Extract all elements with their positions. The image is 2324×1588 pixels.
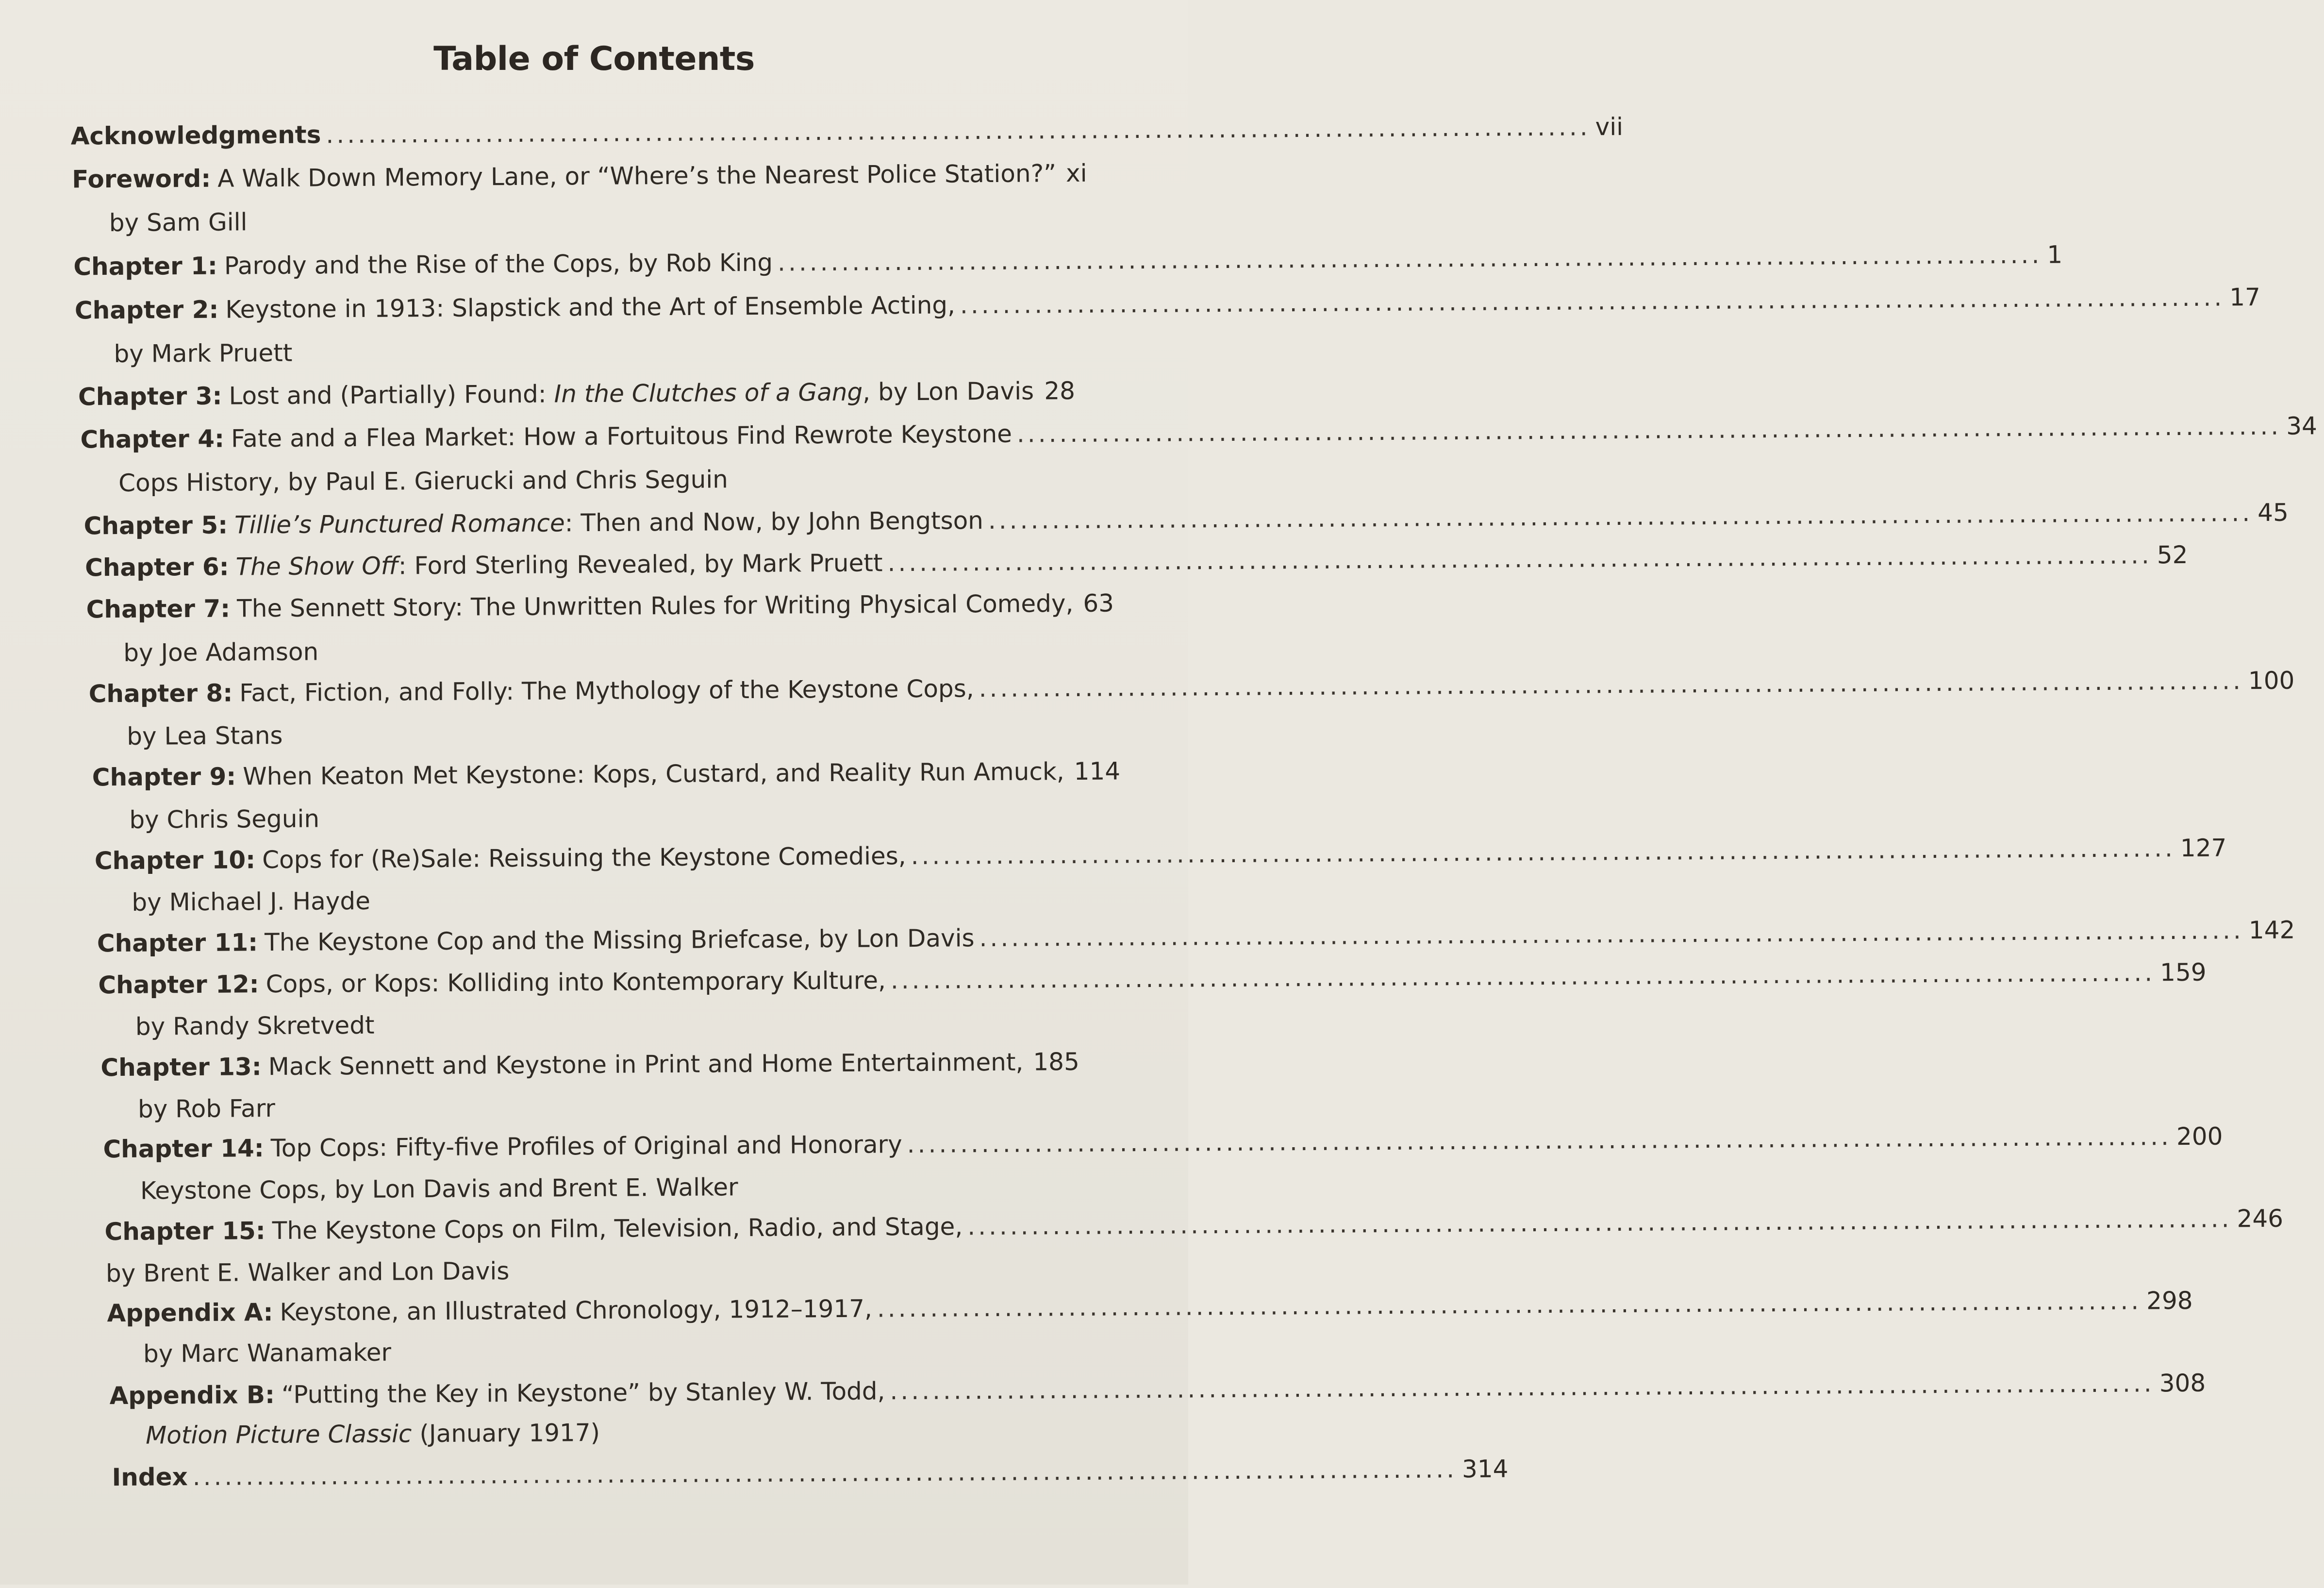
entry-continuation: by Michael J. Hayde [132, 883, 370, 920]
entry-label: Chapter 11: [97, 924, 258, 961]
dot-leader: ....................................................................................................................... [193, 1451, 1458, 1495]
page-title: Table of Contents [0, 40, 1188, 78]
entry-continuation: by Rob Farr [138, 1090, 275, 1127]
toc-entry-index [112, 1454, 1071, 1495]
dot-leader: ....................................................................................................................... [911, 830, 2175, 874]
entry-label: Index [112, 1459, 188, 1495]
dot-leader: ....................................................................................................................... [891, 954, 2156, 998]
toc-entry-chapter-4 [80, 416, 1075, 458]
entry-title: Mack Sennett and Keystone in Print and Home Entertainment, [268, 1044, 1024, 1085]
entry-continuation: by Sam Gill [109, 204, 248, 241]
entry-continuation: Motion Picture Classic (January 1917) [146, 1415, 600, 1454]
toc-entry-chapter-9 [92, 753, 1074, 795]
dot-leader: ....................................................................................................................... [907, 1119, 2172, 1162]
dot-leader: ....................................................................................................................... [967, 1201, 2232, 1244]
entry-continuation: Cops History, by Paul E. Gierucki and Chris Seguin [118, 461, 728, 501]
entry-page-number: 45 [2258, 495, 2289, 531]
entry-title: Lost and (Partially) Found: In the Clutches of a Gang, by Lon Davis [229, 373, 1034, 414]
toc-entry-chapter-13 [100, 1044, 1070, 1086]
entry-page-number: xi [1066, 155, 1087, 191]
entry-page-number: 100 [2248, 663, 2295, 699]
entry-label: Chapter 1: [73, 248, 217, 285]
entry-page-number: 142 [2249, 912, 2295, 949]
toc-entry-chapter-7 [86, 585, 1074, 627]
entry-title: Keystone in 1913: Slapstick and the Art of Ensemble Acting, [225, 287, 955, 327]
dot-leader: ....................................................................................................................... [890, 1365, 2155, 1409]
entry-page-number: 63 [1083, 585, 1114, 621]
entry-title: Top Cops: Fifty-five Profiles of Original and Honorary [271, 1126, 902, 1166]
entry-page-number: 246 [2237, 1201, 2283, 1237]
entry-title: “Putting the Key in Keystone” by Stanley W. Todd, [282, 1373, 885, 1413]
entry-page-number: 314 [1462, 1451, 1509, 1488]
entry-page-number: 298 [2146, 1283, 2193, 1319]
entry-label: Chapter 7: [86, 591, 230, 628]
entry-page-number: 308 [2159, 1365, 2206, 1402]
toc-entry-chapter-12 [98, 961, 1071, 1003]
entry-title: The Sennett Story: The Unwritten Rules for Writing Physical Comedy, [237, 585, 1074, 627]
entry-continuation: by Mark Pruett [114, 335, 292, 372]
entry-continuation: by Chris Seguin [129, 801, 319, 837]
entry-label: Chapter 12: [98, 966, 259, 1003]
toc-entry-appendix-a [107, 1289, 1071, 1331]
dot-leader: ....................................................................................................................... [326, 109, 1591, 152]
entry-label: Chapter 10: [95, 842, 256, 879]
entry-label: Chapter 15: [104, 1213, 266, 1250]
entry-label: Chapter 2: [75, 292, 219, 329]
entry-title: Tillie’s Punctured Romance: Then and Now, by John Bengtson [234, 502, 983, 543]
entry-title: A Walk Down Memory Lane, or “Where’s the Nearest Police Station?” [217, 155, 1056, 197]
entry-label: Chapter 8: [89, 675, 233, 712]
toc-entry-foreword [72, 155, 1075, 198]
entry-label: Chapter 5: [83, 507, 228, 544]
entry-label: Appendix A: [107, 1294, 273, 1331]
entry-title: Cops, or Kops: Kolliding into Kontemporary Kulture, [266, 962, 886, 1002]
entry-continuation: Keystone Cops, by Lon Davis and Brent E. Walker [140, 1169, 738, 1209]
entry-page-number: 114 [1074, 753, 1120, 789]
entry-label: Chapter 13: [100, 1049, 262, 1086]
entry-title: The Keystone Cop and the Missing Briefcase, by Lon Davis [265, 920, 975, 960]
entry-page-number: 34 [2286, 408, 2317, 444]
dot-leader: ....................................................................................................................... [960, 279, 2225, 323]
entry-page-number: 1 [2047, 237, 2062, 273]
dot-leader [1039, 373, 1040, 409]
entry-label: Chapter 4: [80, 421, 224, 458]
entry-label: Chapter 14: [103, 1130, 264, 1167]
entry-title: The Show Off: Ford Sterling Revealed, by Mark Pruett [235, 545, 882, 585]
entry-continuation: by Randy Skretvedt [135, 1007, 375, 1045]
entry-continuation: by Joe Adamson [123, 634, 318, 670]
toc-entry-acknowledgments [71, 112, 1074, 154]
entry-label: Chapter 9: [92, 759, 236, 796]
entry-page-number: 52 [2157, 537, 2188, 573]
dot-leader: ....................................................................................................................... [887, 537, 2152, 581]
dot-leader: ....................................................................................................................... [979, 663, 2243, 706]
entry-continuation: by Brent E. Walker and Lon Davis [106, 1253, 510, 1291]
toc-entry-chapter-11 [97, 919, 1072, 961]
entry-page-number: 28 [1044, 373, 1075, 409]
toc-entry-chapter-15 [104, 1208, 1070, 1250]
toc-entry-chapter-6 [85, 544, 1075, 585]
entry-continuation: by Lea Stans [127, 718, 283, 754]
entry-page-number: 127 [2180, 830, 2227, 866]
dot-leader: ....................................................................................................................... [778, 237, 2042, 281]
entry-label: Appendix B: [109, 1377, 275, 1414]
entry-title: The Keystone Cops on Film, Television, Radio, and Stage, [272, 1208, 963, 1249]
entry-title: Parody and the Rise of the Cops, by Rob King [224, 245, 773, 284]
entry-page-number: vii [1595, 109, 1623, 145]
entry-page-number: 185 [1033, 1044, 1079, 1080]
dot-leader: ....................................................................................................................... [988, 495, 2253, 538]
toc-entry-appendix-b [109, 1372, 1070, 1414]
toc-entry-chapter-2 [75, 286, 1076, 329]
entry-label: Acknowledgments [71, 117, 321, 154]
entry-label: Chapter 3: [78, 378, 222, 415]
toc-entry-chapter-10 [95, 837, 1072, 879]
entry-title: Fate and a Flea Market: How a Fortuitous Find Rewrote Keystone [231, 416, 1012, 457]
toc-entry-chapter-3 [78, 373, 1075, 415]
dot-leader: ....................................................................................................................... [979, 912, 2244, 956]
dot-leader: ....................................................................................................................... [1017, 408, 2282, 452]
entry-continuation: by Marc Wanamaker [143, 1335, 391, 1372]
entry-page-number: 200 [2176, 1119, 2223, 1155]
entry-title: Fact, Fiction, and Folly: The Mythology of the Keystone Cops, [239, 670, 974, 711]
entry-page-number: 17 [2229, 279, 2260, 315]
entry-title: Keystone, an Illustrated Chronology, 1912–1917, [280, 1291, 872, 1330]
entry-label: Chapter 6: [85, 549, 229, 586]
entry-title: Cops for (Re)Sale: Reissuing the Keystone Comedies, [262, 838, 906, 878]
dot-leader: ....................................................................................................................... [877, 1283, 2142, 1327]
toc-entry-chapter-5 [83, 502, 1075, 544]
entry-title: When Keaton Met Keystone: Kops, Custard, and Reality Run Amuck, [243, 753, 1064, 794]
toc-entry-chapter-1 [73, 243, 1075, 285]
toc-entry-chapter-8 [89, 670, 1074, 712]
toc-entry-chapter-14 [103, 1125, 1071, 1167]
entry-label: Foreword: [72, 161, 211, 198]
entry-page-number: 159 [2160, 954, 2207, 991]
